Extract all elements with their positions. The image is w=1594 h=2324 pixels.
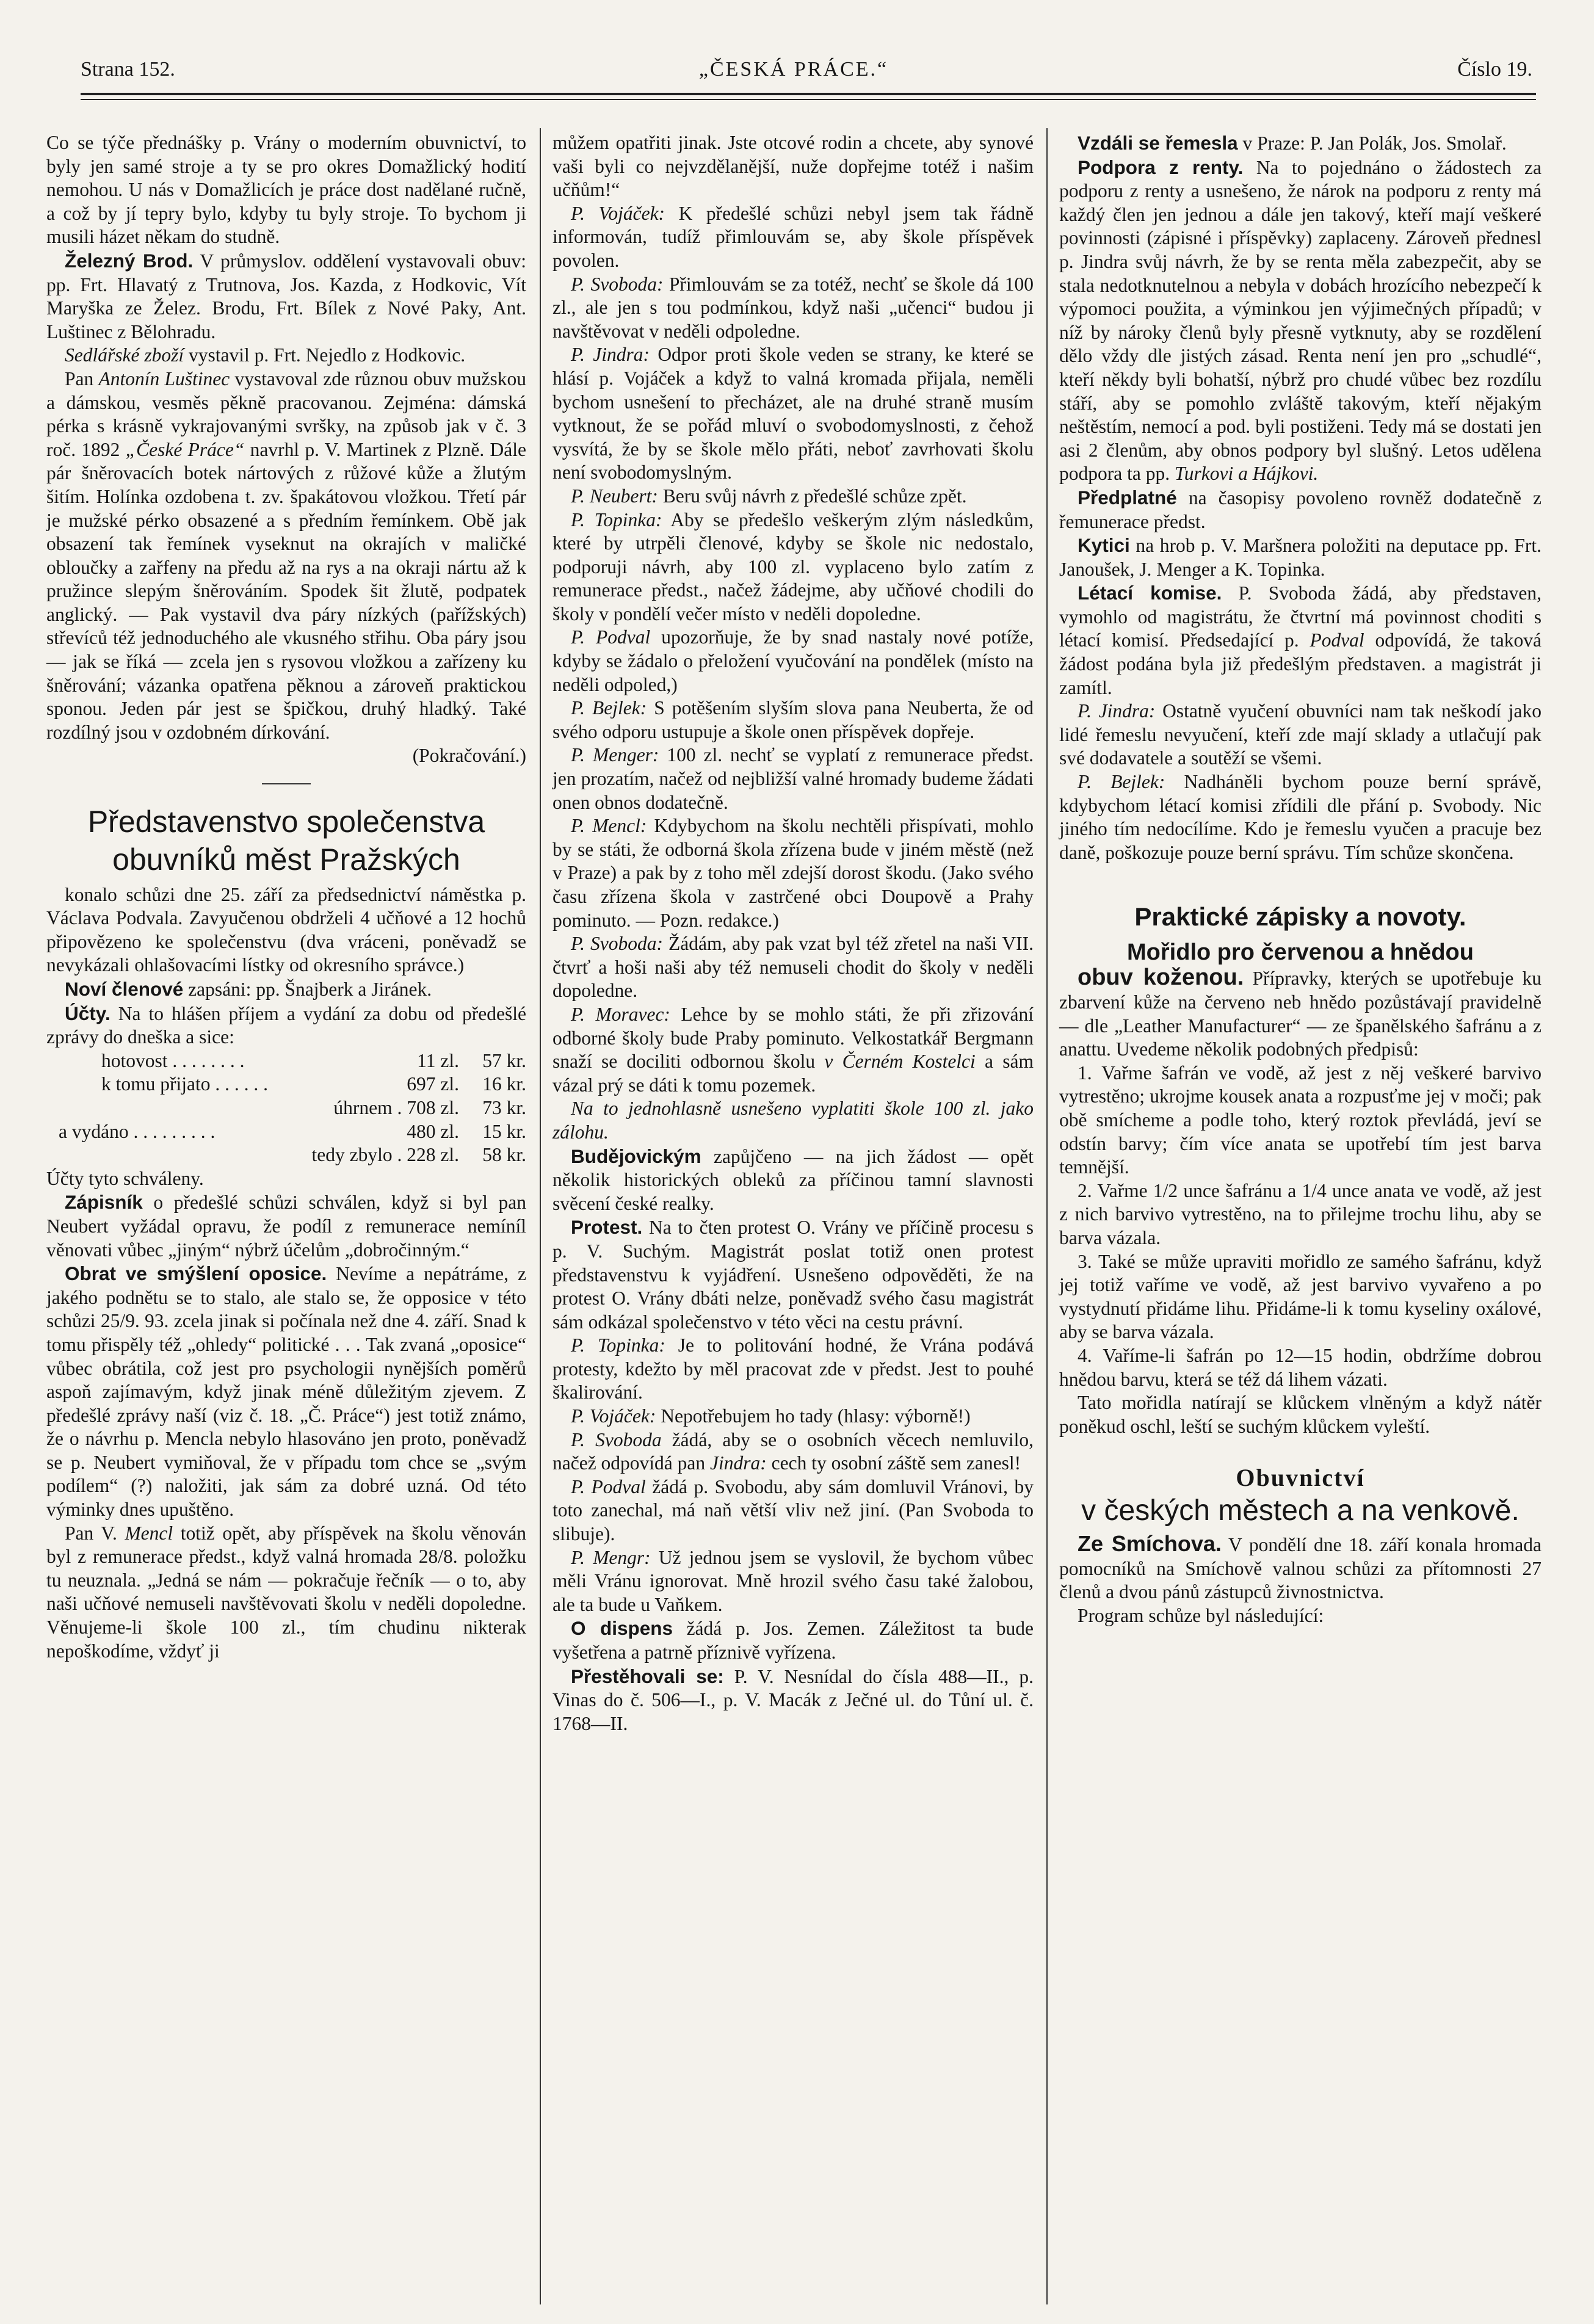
paragraph: konalo schůzi dne 25. září za předsednictví náměstka p. Václava Podvala. Zavyučenou obdrželi 4 učňové a 12 hochů připovězeno ke společenstvu (dva vráceni, poněvadž se nevykázali ohlašovacími lístky od okresního správce.) — [46, 883, 526, 976]
account-kr: 73 kr. — [482, 1096, 526, 1118]
paragraph: 1. Vařme šafrán ve vodě, až jest z něj veškeré barvivo vytrestěno; ukrojme kousek anata a rozpusťme jej v moči; pak obě smícheme a podle toho, který roztok převládá, jeví se odstín barvy; čím více anata se upotřebí tím jest barva temnější. — [1059, 1062, 1541, 1178]
speaker-paragraph — [1059, 770, 1541, 864]
place-name: v Černém Kostelci — [824, 1051, 976, 1073]
paragraph-text: v Praze: P. Jan Polák, Jos. Smolař. — [1242, 132, 1507, 154]
paragraph-text: Je to politování hodné, že Vrána podává protesty, kdežto by měl pracovat zde v předst. Jest to pouhé škalirování. — [552, 1334, 1034, 1403]
speaker-paragraph — [552, 343, 1034, 485]
page-number: Strana 152. — [81, 58, 175, 81]
run-in-heading: Kytici — [1078, 534, 1130, 557]
run-in-heading: Podpora z renty. — [1078, 156, 1244, 178]
speaker-name: P. Jindra: — [1078, 700, 1156, 722]
paragraph-text: V pondělí dne 18. září konala hromada pomocníků na Smíchově valnou schůzi za přítomnosti 27 členů a dvou pánů zástupců živnostnictva. — [1059, 1534, 1541, 1603]
column-divider — [1046, 128, 1048, 2304]
paragraph-text: na hrob p. V. Maršnera položiti na deputace pp. Frt. Janoušek, J. Menger a K. Topinka. — [1059, 535, 1542, 580]
run-in-heading: Účty. — [65, 1002, 110, 1024]
speaker-name: Jindra: — [710, 1452, 767, 1474]
paragraph-text: Kdybychom na školu nechtěli přispívati, mohlo by se státi, že odborná škola zřízena bude v jiném městě (než v Praze) a pak by z toho měl zdejší dorost škodu. (Jako svého času zřízena škola v zastrčené obci Doupově a Prahy pominuto. — Pozn. redakce.) — [552, 815, 1034, 931]
speaker-name: P. Vojáček: — [571, 1405, 656, 1427]
paragraph-text: Pan — [65, 367, 94, 389]
section-title: Představenstvo společenstva obuvníků měst Pražských — [87, 804, 485, 877]
journal-name: „České Práce“ — [125, 438, 245, 460]
paragraph-text: Už jednou jsem se vyslovil, že bychom vůbec měli Vránu ignorovat. Mně hrozil svého času také žalobou, ale ta bude u Vaňkem. — [552, 1546, 1034, 1615]
account-kr: 57 kr. — [482, 1049, 526, 1071]
paragraph: 3. Také se může upraviti mořidlo ze samého šafránu, když jej totiž vaříme ve vodě, až jest barvivo vyvařeno a po vystydnutí přidáme lihu. Přidáme-li k tomu kyseliny oxálové, aby se barva vázala. — [1059, 1250, 1541, 1343]
paragraph: Program schůze byl následující: — [1078, 1605, 1324, 1627]
section-divider — [46, 770, 526, 794]
paragraph-text: žádá p. Svobodu, aby sám domluvil Vránovi, by toto zanechal, má naň větší vliv než jiní. (Pan Svoboda to slibuje). — [552, 1475, 1034, 1545]
speaker-paragraph — [552, 626, 1034, 697]
paragraph — [1059, 966, 1541, 1061]
paragraph-text: Na to pojednáno o žádostech za podporu z renty a usnešeno, že nárok na podporu z renty má každý člen jen jednou a dále jen takový, kteří mají veškeré povinnosti (zápisné i příspěvky) zaplaceny. Zároveň přednesl p. Jindra svůj návrh, že by se renta měla zabezpečit, aby se stala nedotknutelnou a nebyla v dobách hrozícího nebezpečí k výpomoci použita, a výminkou jen výjimečných případů; v níž by nároky členů byly přesně vytknuty, aby se rozdělení dělo vždy dle jistých zásad. Renta není jen pro „schudlé“, kteří někdy byli bohatší, nýbrž pro chudé vůbec bez rozdílu stáří, aby se pomohlo zvláště takovým, kteří nějakým neštěstím, nemocí a pod. byli postiženi. Tedy má se dostati jen asi 2 členům, aby obnos podpory byl slušný. Letos udělena podpora ta pp. — [1059, 156, 1542, 485]
paragraph — [552, 1215, 1034, 1334]
run-in-heading: Noví členové — [65, 978, 184, 1000]
accounts-table — [46, 1049, 526, 1167]
speaker-paragraph — [552, 1546, 1034, 1617]
paragraph — [1059, 131, 1541, 156]
paragraph — [46, 1262, 526, 1522]
account-kr: 58 kr. — [482, 1144, 526, 1166]
paragraph-text: a sám vázal prý se dáti k tomu pozemek. — [552, 1051, 1034, 1096]
run-in-heading: Ze Smíchova. — [1078, 1531, 1222, 1557]
section-title: Praktické zápisky a novoty. — [1134, 902, 1466, 932]
section-title: Obuvnictví — [1236, 1464, 1365, 1492]
run-in-heading: Budějovickým — [571, 1145, 701, 1167]
paragraph-text: Nadháněli bychom pouze berní správě, kdybychom létací komisi zřídili dle přání p. Svobody. Nic jiného tím nedocílíme. Kdo je řemeslu vyučen a pracuje bez daně, poškozuje pouze berní správu. Tím schůze skončena. — [1059, 771, 1542, 863]
person-name: Podval — [1310, 629, 1364, 651]
paragraph — [46, 977, 526, 1002]
issue-number: Číslo 19. — [1457, 58, 1532, 81]
paragraph-text: zapsáni: pp. Šnajberk a Jiránek. — [188, 979, 432, 1000]
speaker-name: P. Svoboda — [571, 1428, 662, 1450]
paragraph — [1059, 486, 1541, 534]
run-in-heading: O dispens — [571, 1617, 673, 1640]
paragraph-text: totiž opět, aby příspěvek na školu věnován byl z remunerace předst., když valná hromada 28/8. položku tu neuznala. „Jedná se nám — pokračuje řečník — o to, aby naši učňové nemuseli navštěvovati školu v neděli dopoledne. Věnujeme-li škole 100 zl., tím chudinu nikterak nepoškodíme, vždyť ji — [46, 1522, 527, 1662]
paragraph — [46, 367, 526, 745]
paragraph: Účty tyto schváleny. — [46, 1167, 204, 1189]
paragraph-text: Lehce by se mohlo státi, že při zřizování odborné školy bude Praby pominuto. Velkostatkář Bergmann snaží se dociliti odbornou školu — [552, 1003, 1034, 1073]
run-in-heading: Protest. — [571, 1216, 643, 1239]
paragraph-text: Pan V. — [65, 1522, 117, 1544]
paragraph — [552, 1616, 1034, 1664]
column-1 — [46, 131, 526, 1663]
paragraph-text: žádá p. Jos. Zemen. Záležitost ta bude vyšetřena a patrně příznivě vyřízena. — [552, 1618, 1034, 1663]
speaker-name: P. Neubert: — [571, 485, 658, 507]
run-in-heading: Vzdáli se řemesla — [1078, 132, 1238, 154]
run-in-heading: Přestěhovali se: — [571, 1665, 724, 1687]
person-names: Turkovi a Hájkovi. — [1174, 463, 1319, 485]
run-in-heading: Železný Brod. — [65, 249, 194, 272]
paragraph-text: Žádám, aby pak vzat byl též zřetel na naši VII. čtvrť a hoši naši aby též nemuseli chodit do školy v neděli dopoledne. — [552, 933, 1034, 1002]
speaker-name: P. Topinka: — [571, 1334, 665, 1356]
paragraph-text: vystavil p. Frt. Nejedlo z Hodkovic. — [188, 344, 466, 366]
paragraph-text: Aby se předešlo veškerým zlým následkům, které by utrpěli členové, kdyby se škole nic nedostalo, podporuji návrh, aby 100 zl. vyplaceno bylo zatím z remunerace předst., načež žádejme, aby učňové chodili do školy v pondělí večer místo v neděli dopoledne. — [552, 509, 1034, 624]
speaker-name: P. Mengr: — [571, 1546, 651, 1568]
paragraph-text: odpovídá, že taková žádost podána byla již předešlým představen. a magistrát ji zamítl. — [1059, 629, 1542, 698]
speaker-paragraph — [552, 1405, 1034, 1428]
paragraph-text: Odpor proti škole veden se strany, ke které se hlásí p. Vojáček a když to valná kromada přijala, neměli bychom usnešení to přecházet, ale na druhé straně musím vytknout, že se pořád mluví o svobodomyslnosti, z čehož vysvítá, že by se škole mělo přáti, neboť zavrhovati školu není svobodomyslným. — [552, 344, 1034, 483]
paragraph: Co se týče přednášky p. Vrány o moderním obuvnictví, to byly jen samé stroje a ty se pro okres Domažlický hodití nemohou. U nás v Domažlicích je práce dost nadělané ručně, a což by jí tepry bylo, kdyby tu byly stroje. To bychom ji musili házet někam do studně. — [46, 132, 526, 248]
paragraph-text: Na to čten protest O. Vrány ve příčině procesu s p. V. Suchým. Magistrát poslat totiž onen protest představenstvu k vyjádření. Usnešeno odpověděti, že na protest O. Vrány dbáti nelze, poněvadž svého času magistrát sám odkázal společenstvo v této věci na cestu právní. — [552, 1217, 1034, 1333]
account-label: úhrnem . 708 zl. — [333, 1096, 459, 1118]
table-row — [46, 1143, 526, 1167]
speaker-name: P. Svoboda: — [571, 273, 664, 295]
table-row — [46, 1073, 526, 1096]
header-rule — [81, 93, 1536, 95]
table-row — [46, 1120, 526, 1144]
paragraph-text: na časopisy povoleno rovněž dodatečně z řemunerace předst. — [1059, 487, 1542, 532]
speaker-paragraph — [552, 744, 1034, 814]
run-in-heading: obuv koženou. — [1078, 965, 1244, 991]
speaker-name: P. Podval — [571, 1475, 646, 1497]
table-row — [46, 1096, 526, 1120]
paragraph: 4. Vaříme-li šafrán po 12—15 hodin, obdržíme dobrou hnědou barvu, která se též dá lihem vázati. — [1059, 1344, 1541, 1390]
speaker-paragraph — [1059, 700, 1541, 770]
paragraph — [46, 1522, 526, 1663]
paragraph: můžem opatřiti jinak. Jste otcové rodin a chcete, aby synové vaši byli co nejvzdělanější, nuže dopřejme totéž i našim učňům!“ — [552, 132, 1034, 201]
section-subtitle: v českých městech a na venkově. — [1081, 1494, 1520, 1527]
paragraph — [552, 1665, 1034, 1736]
paragraph-text: žádá, aby se o osobních věcech nemluvilo, načež odpovídá pan — [552, 1428, 1034, 1474]
account-amount: 480 zl. — [407, 1120, 459, 1142]
speaker-paragraph — [552, 509, 1034, 626]
paragraph — [1059, 534, 1541, 581]
speaker-paragraph — [552, 1475, 1034, 1546]
paragraph-text: zapůjčeno — na jich žádost — opět několik historických obleků za příčinou tamní slavnosti svěcení české realky. — [552, 1145, 1034, 1214]
paragraph — [1059, 1532, 1541, 1604]
table-row — [46, 1049, 526, 1073]
paragraph-text: navrhl p. V. Martinek z Plzně. Dále pár šněrovacích botek nártových z růžové kůže a žlutým šitím. Holínka ozdobena t. zv. špakátovou vložkou. Třetí pár je mužské pérko obsazené a s předním řemínkem. Obě jak obsazení tak řemínek vyseknut na okrajích v maličké obloučky a zařfeny na předu až na rys a na okraji nártu až k pružince slepým šněrováním. Spodek šit žlutě, podpatek anglický. — Pak vystavil dva páry nízkých (pařížských) střevíců též jednoduchého ale vkusného střihu. Oba páry jsou — jak se říká — zcela jen s rysovou vložkou a zařízeny ku šněrování; vázanka opatřena pěknou a zároveň praktickou sponou. Jeden pár jest se špičkou, druhý hladký. Také rozdílný jsou v ozdobném dírkování. — [46, 438, 527, 743]
run-in-heading: Sedlářské zboží — [65, 344, 184, 366]
paragraph-text: V průmyslov. oddělení vystavovali obuv: pp. Frt. Hlavatý z Trutnova, Jos. Kazda, z Hodkovic, Vít Maryška ze Želez. Brodu, Frt. Bílek z Nové Paky, Ant. Luštinec z Bělohradu. — [46, 250, 526, 342]
account-kr: 16 kr. — [482, 1073, 526, 1095]
paragraph — [1059, 156, 1541, 486]
run-in-heading: Předplatné — [1078, 486, 1177, 509]
paragraph-text: Ostatně vyučení obuvníci nam tak neškodí jako lidé řemeslu nevyučení, kteří zde mají sklady a utlačují pak své dodavatele a soutěží se všemi. — [1059, 700, 1541, 769]
paragraph-text: Nepotřebujem ho tady (hlasy: výborně!) — [661, 1405, 971, 1427]
speaker-paragraph — [552, 814, 1034, 932]
speaker-name: P. Podval — [571, 626, 651, 648]
speaker-paragraph — [552, 202, 1034, 273]
account-label: hotovost . . . . . . . . — [101, 1049, 245, 1071]
speaker-name: P. Vojáček: — [571, 202, 665, 224]
speaker-name: P. Menger: — [571, 744, 659, 766]
paragraph-text: P. Svoboda žádá, aby představen, vymohlo od magistrátu, že čtvrtní má povinnost choditi s létací komisí. Předsedající p. — [1059, 582, 1541, 651]
paragraph: 2. Vařme 1/2 unce šafránu a 1/4 unce anata ve vodě, až jest z nich barvivo vytrestěno, na to přilejme trochu lihu, aby se barva vázala. — [1059, 1179, 1541, 1248]
speaker-paragraph — [552, 1003, 1034, 1097]
paragraph-text: Beru svůj návrh z předešlé schůze zpět. — [662, 485, 967, 507]
speaker-name: P. Mencl: — [571, 815, 647, 837]
paragraph-text: 100 zl. nechť se vyplatí z remunerace předst. jen prozatím, načež od nejbližší valné hromady budeme žádati onen obnos dodatečně. — [552, 744, 1034, 813]
paragraph-text: S potěšením slyším slova pana Neuberta, že od svého odporu ustupuje a škole onen příspěvek dopřeje. — [552, 697, 1034, 742]
paragraph — [552, 1145, 1034, 1216]
speaker-paragraph — [552, 697, 1034, 744]
paragraph — [46, 249, 526, 344]
resolution: Na to jednohlasně usnešeno vyplatiti škole 100 zl. jako zálohu. — [552, 1098, 1034, 1143]
paragraph-text: Přimlouvám se za totéž, nechť se škole dá 100 zl., ale jen s tou podmínkou, když naši „učenci“ budou ji navštěvovat v neděli odpoledne. — [552, 273, 1034, 342]
paragraph-text: cech ty osobní záště sem zanesl! — [771, 1452, 1021, 1474]
paragraph-text: Přípravky, kterých se upotřebuje ku zbarvení kůže na červeno neb hnědo pozůstávají pravidelně — dle „Leather Manufacturer“ — ze španělského šafránu a z anattu. Uvedeme několik podobných předpisů: — [1059, 968, 1542, 1060]
newspaper-title: „ČESKÁ PRÁCE.“ — [698, 58, 889, 81]
article-title: Mořidlo pro červenou a hnědou — [1127, 939, 1474, 966]
account-label: tedy zbylo . 228 zl. — [311, 1144, 459, 1166]
person-name: Antonín Luštinec — [98, 367, 230, 389]
person-name: Mencl — [125, 1522, 173, 1544]
account-kr: 15 kr. — [482, 1120, 526, 1142]
speaker-name: P. Jindra: — [571, 344, 650, 366]
run-in-heading: Zápisník — [65, 1191, 143, 1214]
paragraph — [46, 1190, 526, 1262]
paragraph-text: P. V. Nesnídal do čísla 488—II., p. Vinas do č. 506—I., p. V. Macák z Ječné ul. do Tůní ul. č. 1768—II. — [552, 1665, 1034, 1734]
column-divider — [540, 128, 541, 2304]
run-in-heading: Létací komise. — [1078, 582, 1222, 604]
column-2 — [552, 131, 1034, 1736]
paragraph-text: Nevíme a nepátráme, z jakého podnětu se to stalo, ale stalo se, že opposice v této schůzi 25/9. 93. zcela jinak si počínala než dne 4. září. Snad k tomu přispěly též „ohledy“ politické . . . Tak zvaná „oposice“ vůbec obrátila, což jest pro psychologii nynějších poměrů aspoň zajímavým, když jinak méně důležitým zjevem. Z předešlé zprávy naší (viz č. 18. „Č. Práce“) jest totiž známo, že o návrhu p. Mencla nebylo hlasováno jen proto, poněvadž se p. Neubert vymiňoval, že v případu tom chce se „svým podílem“ (?) naložiti, jak sám za dobré uzná. Od této výminky dnes upuštěno. — [46, 1263, 526, 1521]
speaker-paragraph — [552, 932, 1034, 1003]
speaker-paragraph — [552, 1428, 1034, 1475]
paragraph — [1059, 581, 1541, 700]
header-rule-thin — [81, 99, 1536, 100]
speaker-name: P. Bejlek: — [571, 697, 647, 719]
paragraph-text: o předešlé schůzi schválen, když si byl pan Neubert vyžádal opravu, že podíl z remunerace nemíníl věnovati vůbec „jiným“ nýbrž účelům „dobročinným.“ — [46, 1192, 526, 1261]
speaker-paragraph — [552, 485, 1034, 509]
paragraph-text: vystavoval zde různou obuv mužskou a dámskou, vesměs pěkně pracovanou. Zejména: dámská pérka s krásně vykrajovanými svršky, na způsob jak v č. 3 roč. 1892 — [46, 367, 526, 460]
account-amount: 697 zl. — [407, 1073, 459, 1095]
speaker-paragraph — [552, 273, 1034, 344]
paragraph-text: upozorňuje, že by snad nastaly nové potíže, kdyby se žádalo o přeložení vyučování na pondělek (místo na neděli odpoled,) — [552, 626, 1034, 695]
paragraph — [46, 1002, 526, 1049]
run-in-heading: Obrat ve smýšlení oposice. — [65, 1262, 327, 1285]
paragraph-text: K předešlé schůzi nebyl jsem tak řádně informován, tudíž přimlouvám se, aby škole příspěvek povolen. — [552, 202, 1034, 271]
speaker-name: P. Topinka: — [571, 509, 662, 530]
column-3 — [1059, 131, 1541, 1628]
paragraph — [46, 344, 526, 367]
speaker-name: P. Bejlek: — [1078, 771, 1165, 793]
speaker-name: P. Moravec: — [571, 1003, 670, 1025]
paragraph-text: Na to hlášen příjem a vydání za dobu od předešlé zprávy do dneška a sice: — [46, 1002, 526, 1048]
continued-note: (Pokračování.) — [412, 745, 526, 767]
account-label: a vydáno . . . . . . . . . — [59, 1120, 216, 1142]
account-label: k tomu přijato . . . . . . — [101, 1073, 268, 1095]
account-amount: 11 zl. — [417, 1049, 459, 1071]
speaker-name: P. Svoboda: — [571, 933, 664, 955]
paragraph: Tato mořidla natírají se klůckem vlněným a když nátěr poněkud oschl, leští se suchým klůckem vyleští. — [1059, 1392, 1541, 1437]
speaker-paragraph — [552, 1334, 1034, 1405]
